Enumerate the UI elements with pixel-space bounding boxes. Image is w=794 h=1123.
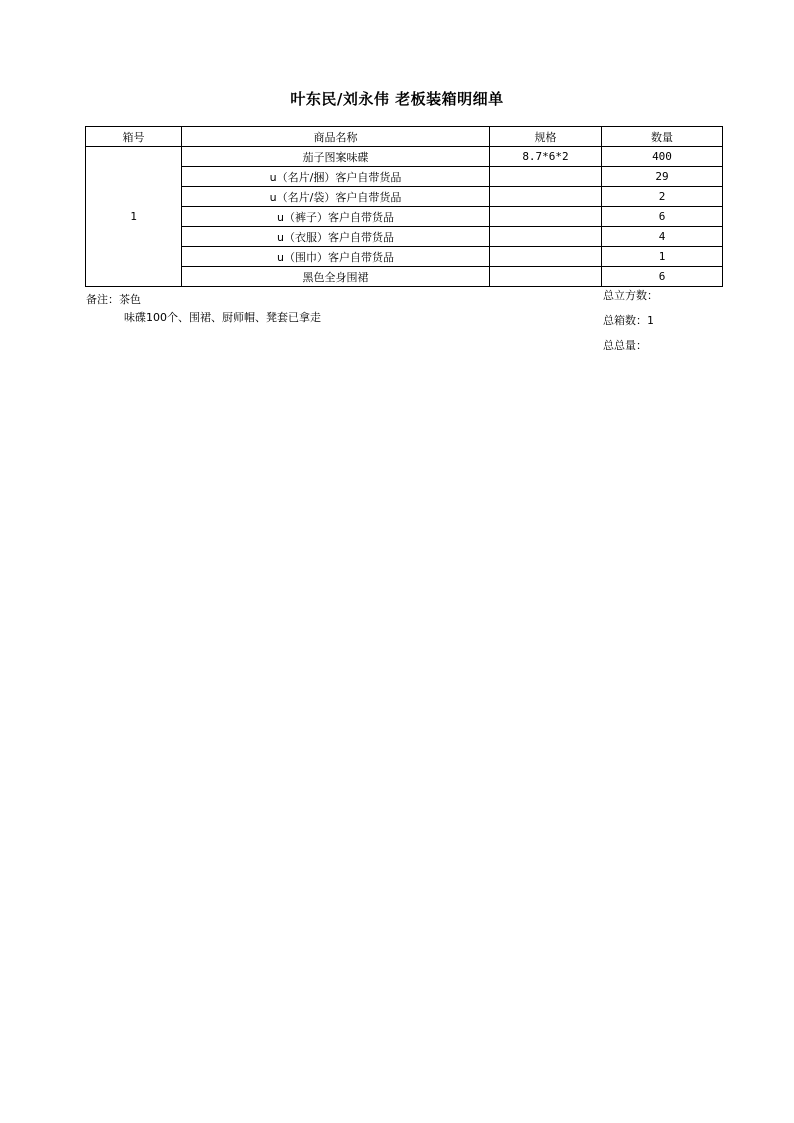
remarks-block (86, 291, 321, 327)
packing-list-table (85, 126, 723, 287)
product-name-cell: 黑色全身围裙 (182, 267, 490, 287)
header-product-name: 商品名称 (182, 127, 490, 147)
spec-cell: 8.7*6*2 (490, 147, 602, 167)
quantity-cell: 4 (602, 227, 723, 247)
table-row (86, 167, 723, 187)
product-name-cell: u（围巾）客户自带货品 (182, 247, 490, 267)
spec-cell (490, 167, 602, 187)
product-name-cell: u（名片/袋）客户自带货品 (182, 187, 490, 207)
spec-cell (490, 267, 602, 287)
page-title: 叶东民/刘永伟 老板装箱明细单 (290, 90, 504, 108)
spec-cell (490, 187, 602, 207)
total-boxes-label: 总箱数： (603, 314, 647, 327)
spec-cell (490, 247, 602, 267)
quantity-cell: 6 (602, 267, 723, 287)
total-weight-label: 总总量： (603, 339, 647, 352)
remarks-text-1: 茶色 (119, 293, 141, 306)
product-name-cell: u（名片/捆）客户自带货品 (182, 167, 490, 187)
table-row (86, 227, 723, 247)
total-volume (603, 288, 658, 313)
header-spec: 规格 (490, 127, 602, 147)
quantity-cell: 2 (602, 187, 723, 207)
table-row (86, 247, 723, 267)
table-row (86, 207, 723, 227)
remarks-line-1 (86, 291, 321, 309)
header-quantity: 数量 (602, 127, 723, 147)
product-name-cell: u（裤子）客户自带货品 (182, 207, 490, 227)
spec-cell (490, 207, 602, 227)
remarks-text-2: 味碟100个、围裙、厨师帽、凳套已拿走 (124, 311, 321, 324)
total-volume-label: 总立方数： (603, 289, 658, 302)
table-row (86, 147, 723, 167)
total-weight (603, 338, 658, 363)
header-box-no: 箱号 (86, 127, 182, 147)
total-boxes-value: 1 (647, 314, 654, 327)
product-name-cell: 茄子图案味碟 (182, 147, 490, 167)
table-row (86, 187, 723, 207)
spec-cell (490, 227, 602, 247)
remarks-label: 备注： (86, 293, 119, 306)
quantity-cell: 29 (602, 167, 723, 187)
total-boxes (603, 313, 658, 338)
totals-block (603, 288, 658, 363)
quantity-cell: 1 (602, 247, 723, 267)
product-name-cell: u（衣服）客户自带货品 (182, 227, 490, 247)
table-row (86, 267, 723, 287)
table-header-row (86, 127, 723, 147)
box-number-cell: 1 (86, 147, 182, 287)
quantity-cell: 6 (602, 207, 723, 227)
quantity-cell: 400 (602, 147, 723, 167)
